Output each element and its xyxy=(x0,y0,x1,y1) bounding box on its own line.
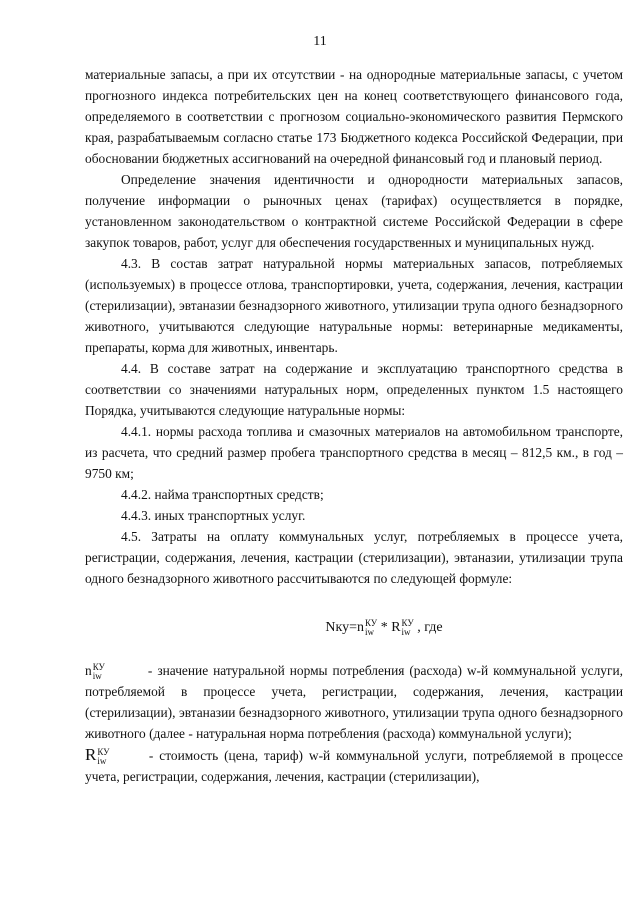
definition-n xyxy=(85,660,623,744)
paragraph-4-4-1: 4.4.1. нормы расхода топлива и смазочных материалов на автомобильном транспорте, из расчета, что средний размер пробега транспортного средства в месяц – 812,5 км., в год – 9750 км; xyxy=(85,424,623,481)
paragraph-1: материальные запасы, а при их отсутствии - на однородные материальные запасы, с учетом прогнозного индекса потребительских цен на конец соответствующего финансового года, определяемого в соответствии с прогнозом социально-экономического развития Пермского края, разрабатываемым согласно статье 173 Бюджетного кодекса Российской Федерации, при обосновании бюджетных ассигнований на очередной финансовый год и плановый период. xyxy=(85,67,623,166)
paragraph-4-5: 4.5. Затраты на оплату коммунальных услуг, потребляемых в процессе учета, регистрации, содержания, лечения, кастрации (стерилизации), эвтаназии, утилизации трупа одного безнадзорного животного рассчитываются по следующей формуле: xyxy=(85,529,623,586)
formula xyxy=(85,617,623,638)
formula-r-sub: iw xyxy=(401,626,411,637)
def-r-symbol: R xyxy=(85,745,97,764)
def-n-sup: КУ xyxy=(92,661,105,672)
def-n-sub: iw xyxy=(92,670,102,681)
def-r-sup: КУ xyxy=(97,746,110,757)
formula-tail: , где xyxy=(413,620,443,635)
formula-r-sup: КУ xyxy=(401,617,414,628)
formula-n: n xyxy=(356,620,364,635)
paragraph-4-4: 4.4. В составе затрат на содержание и эксплуатацию транспортного средства в соответствии со значениями натуральных норм, определенных пунктом 1.5 настоящего Порядка, учитываются следующие натуральные нормы: xyxy=(85,361,623,418)
document-body xyxy=(85,64,623,787)
def-r-sub: iw xyxy=(97,755,107,766)
formula-lhs: Nку= xyxy=(325,620,357,635)
formula-n-sup: КУ xyxy=(364,617,378,628)
formula-n-sub: iw xyxy=(364,626,374,637)
paragraph-4-3: 4.3. В состав затрат натуральной нормы материальных запасов, потребляемых (используемых) в процессе отлова, транспортировки, учета, содержания, лечения, кастрации (стерилизации), эвтаназии безнадзорного животного, утилизации трупа одного безнадзорного животного, учитываются следующие натуральные нормы: ветеринарные медикаменты, препараты, корма для животных, инвентарь. xyxy=(85,256,623,355)
formula-op: * xyxy=(377,620,392,635)
page-number: 11 xyxy=(313,34,327,49)
paragraph-4-4-3: 4.4.3. иных транспортных услуг. xyxy=(121,508,306,523)
def-n-text: - значение натуральной нормы потребления (расхода) w-й коммунальной услуги, потребляемой в процессе учета, регистрации, содержания, лечения, кастрации (стерилизации), эвтаназии безнадзорного животного, утилизации трупа одного безнадзорного животного (далее - натуральная норма потребления (расхода) коммунальной услуги); xyxy=(85,663,623,741)
paragraph-2: Определение значения идентичности и однородности материальных запасов, получение информации о рыночных ценах (тарифах) осуществляется в порядке, установленном законодательством о контрактной системе Российской Федерации в сфере закупок товаров, работ, услуг для обеспечения государственных и муниципальных нужд. xyxy=(85,172,623,250)
def-n-symbol: n xyxy=(85,663,92,678)
definition-r xyxy=(85,744,623,787)
def-r-text: - стоимость (цена, тариф) w-й коммунальной услуги, потребляемой в процессе учета, регистрации, содержания, лечения, кастрации (стерилизации), xyxy=(85,748,623,784)
formula-r: R xyxy=(391,620,401,635)
paragraph-4-4-2: 4.4.2. найма транспортных средств; xyxy=(121,487,324,502)
